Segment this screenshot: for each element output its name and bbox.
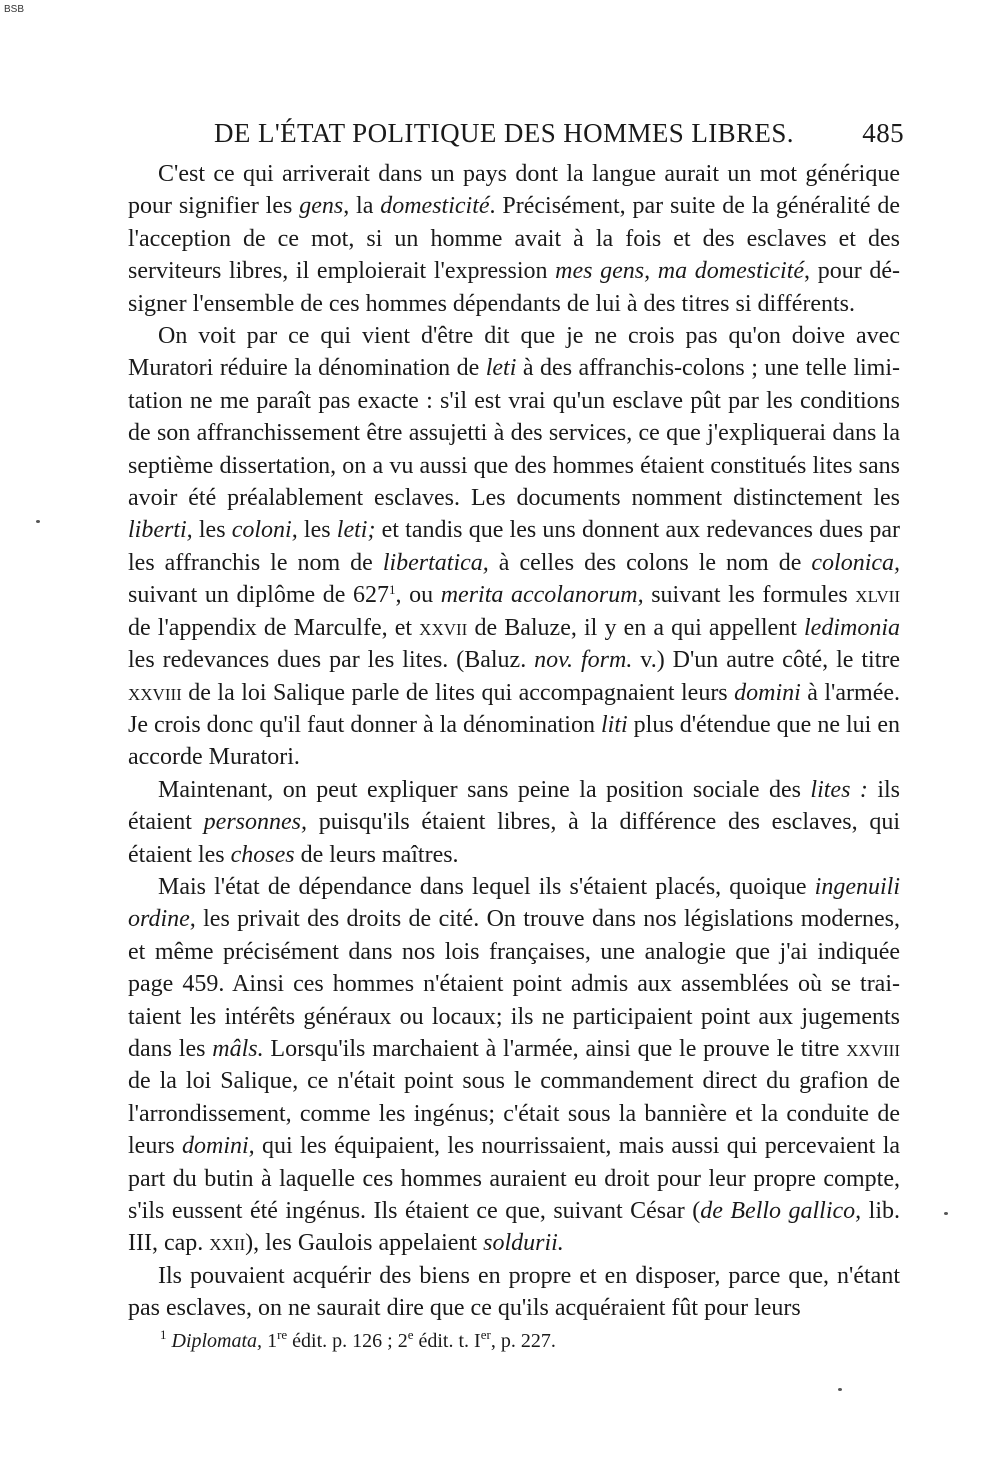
paragraph: [128, 320, 900, 774]
text-run: 1: [262, 1330, 278, 1352]
italic-run: mes gens, ma domesticité: [555, 258, 805, 285]
text-run: Ils pouvaient acquérir des biens en propre et en disposer, parce que, n'étant pas esclaves, on ne saurait dire que ce qu'ils acquéraient fût pour leurs: [128, 1262, 900, 1322]
footnote: [160, 1328, 900, 1354]
italic-run: lites :: [810, 776, 868, 803]
text-run: v.) D'un autre côté, le titre: [632, 647, 901, 674]
italic-run: liberti,: [128, 517, 193, 544]
print-speck: [36, 520, 40, 523]
italic-run: domini: [734, 679, 801, 706]
text-run: qui les équipaient, les nourrissaient, mais aussi qui percevaient la part du butin à laquelle ces hommes auraient eu droit pour leur propre compte, s'ils eussent été ingénus. Ils étaient ce que, suivant César (: [128, 1133, 901, 1224]
italic-run: coloni,: [231, 517, 298, 544]
text-run: à des affranchis-colons ; une telle limitation ne me paraît pas exacte : s'il est vrai qu'un esclave pût par les conditions de son affranchissement être assujetti à des services, ce que j'expliquerai dans la septième dissertation, on a vu aussi que des hommes étaient constitués lites sans avoir été préalablement esclaves. Les documents nomment distinctement les: [128, 355, 901, 512]
text-run: et tandis que les uns donnent aux redevances dues par les affranchis le nom de: [128, 517, 900, 576]
superscript: 1: [389, 582, 396, 598]
italic-run: liti: [601, 711, 628, 738]
text-run: ), les Gaulois appelaient: [245, 1230, 484, 1257]
body-text: [128, 158, 900, 1325]
text-run: . Précisément, par suite de la généralité de l'acception de ce mot, si un homme avait à la fois et des esclaves et des serviteurs libres, il emploierait l'expression: [128, 193, 900, 285]
text-run: On voit par ce qui vient d'être dit que je ne crois pas qu'on doive avec Muratori réduire la dénomination de: [128, 323, 900, 382]
small-caps-run: xlvii: [855, 582, 900, 609]
text-run: suivant un diplôme de 627: [128, 582, 390, 609]
superscript: 1: [160, 1327, 167, 1342]
print-speck: [838, 1388, 842, 1391]
italic-run: leti: [485, 355, 517, 382]
text-run: de la loi Salique, ce n'était point sous le commandement direct du grafion de l'arrondissement, comme les ingénus; c'était sous la bannière et la conduite de leurs: [128, 1068, 900, 1160]
text-run: de Baluze, il y en a qui appellent: [467, 614, 804, 641]
text-run: à l'armée. Je crois donc qu'il faut donner à la dénomination: [128, 679, 900, 738]
italic-run: mâls.: [212, 1035, 264, 1062]
text-run: Mais l'état de dépendance dans lequel ils s'étaient placés, quoique: [158, 873, 815, 900]
text-run: , p. 227.: [490, 1330, 556, 1352]
paragraph: [128, 1260, 900, 1325]
italic-run: leti;: [336, 517, 376, 544]
text-run: Maintenant, on peut expliquer sans peine la position sociale des: [158, 776, 811, 803]
italic-run: libertatica,: [382, 549, 489, 576]
print-speck: [944, 1212, 948, 1215]
superscript: re: [277, 1327, 288, 1342]
small-caps-run: xxvii: [419, 614, 468, 641]
text-run: , pour désigner l'ensemble de ces hommes dépendants de lui à des titres si différents.: [128, 258, 900, 317]
italic-run: ingenuili ordine,: [128, 873, 900, 933]
small-caps-run: xxviii: [846, 1035, 901, 1062]
text-run: de leurs maîtres.: [294, 841, 459, 868]
italic-run: domini,: [182, 1133, 255, 1160]
text-run: de la loi Salique parle de lites qui accompagnaient leurs: [181, 679, 735, 706]
italic-run: nov. form.: [534, 647, 633, 674]
paragraph: [128, 158, 900, 320]
text-run: suivant les formules: [643, 582, 856, 609]
running-title: DE L'ÉTAT POLITIQUE DES HOMMES LIBRES.: [214, 118, 794, 148]
text-run: les privait des droits de cité. On trouve dans nos législations modernes, et même précisément dans nos lois françaises, une analogie que j'ai indiquée page 459. Ainsi ces hommes n'étaient point admis aux assemblées où se traitaient les intérêts généraux ou locaux; ils ne participaient point aux jugements dans les: [128, 906, 900, 1062]
text-run: de l'appendix de Marculfe, et: [128, 614, 420, 641]
text-run: , ou: [395, 582, 441, 609]
text-run: les: [192, 517, 232, 544]
paragraph: [128, 871, 900, 1260]
italic-run: de Bello gallico,: [700, 1198, 862, 1224]
text-run: lib. III, cap.: [128, 1198, 900, 1257]
text-run: , la: [343, 193, 381, 220]
italic-run: personnes,: [203, 809, 307, 836]
text-run: les redevances dues par les lites. (Baluz.: [128, 647, 535, 674]
superscript: er: [480, 1327, 491, 1342]
italic-run: soldurii.: [483, 1230, 564, 1257]
page-number: 485: [862, 118, 904, 148]
text-run: C'est ce qui arriverait dans un pays dont la langue aurait un mot générique pour signifier les: [128, 161, 900, 220]
italic-run: Diplomata,: [171, 1330, 263, 1352]
paragraph: [128, 774, 900, 871]
text-run: édit. p. 126 ; 2: [287, 1330, 408, 1352]
text-run: plus d'étendue que ne lui en accorde Muratori.: [128, 711, 901, 771]
italic-run: choses: [230, 841, 295, 868]
italic-run: domesticité: [380, 193, 490, 220]
running-header: [214, 118, 904, 149]
text-run: puisqu'ils étaient libres, à la différence des esclaves, qui étaient les: [128, 809, 900, 868]
text-run: les: [297, 517, 337, 544]
text-run: édit. t. I: [413, 1330, 481, 1352]
small-caps-run: xxii: [209, 1230, 246, 1257]
text-run: Lorsqu'ils marchaient à l'armée, ainsi que le prouve le titre: [263, 1035, 847, 1062]
italic-run: ledimonia: [804, 614, 900, 641]
library-stamp: BSB: [4, 4, 25, 15]
superscript: e: [407, 1327, 414, 1342]
small-caps-run: xxviii: [128, 679, 182, 706]
text-run: à celles des colons le nom de: [488, 549, 812, 576]
italic-run: colonica,: [811, 549, 901, 576]
italic-run: gens: [299, 193, 344, 220]
italic-run: merita accolanorum,: [440, 582, 644, 609]
text-run: ils étaient: [128, 776, 900, 836]
